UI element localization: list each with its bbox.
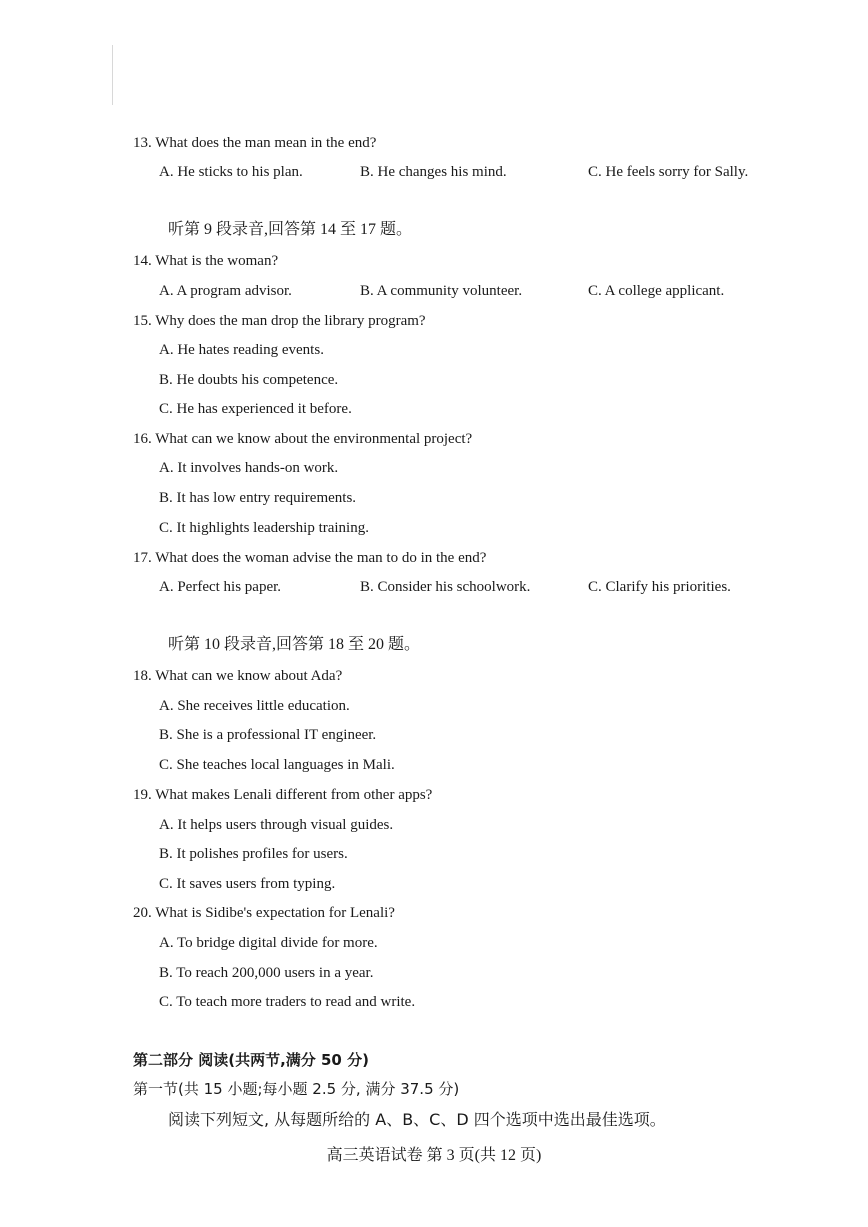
- question-13-option-b: B. He changes his mind.: [360, 164, 507, 180]
- question-18-option-b: B. She is a professional IT engineer.: [159, 727, 377, 743]
- question-15-option-b: B. He doubts his competence.: [159, 372, 339, 388]
- question-14-option-a: A. A program advisor.: [159, 283, 292, 299]
- question-20-option-a: A. To bridge digital divide for more.: [159, 935, 378, 951]
- question-15-stem: 15. Why does the man drop the library program?: [133, 313, 426, 329]
- question-18-option-c: C. She teaches local languages in Mali.: [159, 757, 395, 773]
- question-15-option-a: A. He hates reading events.: [159, 342, 324, 358]
- question-17-option-b: B. Consider his schoolwork.: [360, 579, 531, 595]
- part-2-title: 第二部分 阅读(共两节,满分 50 分): [133, 1051, 369, 1069]
- part-2-section-1-title: 第一节(共 15 小题;每小题 2.5 分, 满分 37.5 分): [133, 1080, 460, 1098]
- question-20-stem: 20. What is Sidibe's expectation for Lenali?: [133, 905, 395, 921]
- question-20-option-b: B. To reach 200,000 users in a year.: [159, 965, 374, 981]
- question-18-stem: 18. What can we know about Ada?: [133, 668, 343, 684]
- question-13-stem: 13. What does the man mean in the end?: [133, 135, 377, 151]
- part-2-instruction: 阅读下列短文, 从每题所给的 A、B、C、D 四个选项中选出最佳选项。: [168, 1110, 666, 1129]
- question-16-option-c: C. It highlights leadership training.: [159, 520, 369, 536]
- question-13-option-a: A. He sticks to his plan.: [159, 164, 303, 180]
- question-16-stem: 16. What can we know about the environmental project?: [133, 431, 473, 447]
- question-16-option-a: A. It involves hands-on work.: [159, 460, 339, 476]
- question-13-option-c: C. He feels sorry for Sally.: [588, 164, 749, 180]
- question-14-option-c: C. A college applicant.: [588, 283, 725, 299]
- question-19-option-b: B. It polishes profiles for users.: [159, 846, 348, 862]
- question-19-option-c: C. It saves users from typing.: [159, 876, 336, 892]
- question-17-option-a: A. Perfect his paper.: [159, 579, 282, 595]
- scan-margin-mark: [112, 45, 113, 105]
- section-10-instruction: 听第 10 段录音,回答第 18 至 20 题。: [168, 636, 421, 653]
- question-14-stem: 14. What is the woman?: [133, 253, 279, 269]
- question-17-stem: 17. What does the woman advise the man to do in the end?: [133, 550, 487, 566]
- page-footer: 高三英语试卷 第 3 页(共 12 页): [326, 1147, 542, 1164]
- question-17-option-c: C. Clarify his priorities.: [588, 579, 731, 595]
- question-18-option-a: A. She receives little education.: [159, 698, 350, 714]
- question-19-option-a: A. It helps users through visual guides.: [159, 817, 394, 833]
- question-15-option-c: C. He has experienced it before.: [159, 401, 352, 417]
- question-19-stem: 19. What makes Lenali different from other apps?: [133, 787, 433, 803]
- question-14-option-b: B. A community volunteer.: [360, 283, 523, 299]
- question-20-option-c: C. To teach more traders to read and write.: [159, 994, 416, 1010]
- section-9-instruction: 听第 9 段录音,回答第 14 至 17 题。: [168, 221, 413, 238]
- question-16-option-b: B. It has low entry requirements.: [159, 490, 357, 506]
